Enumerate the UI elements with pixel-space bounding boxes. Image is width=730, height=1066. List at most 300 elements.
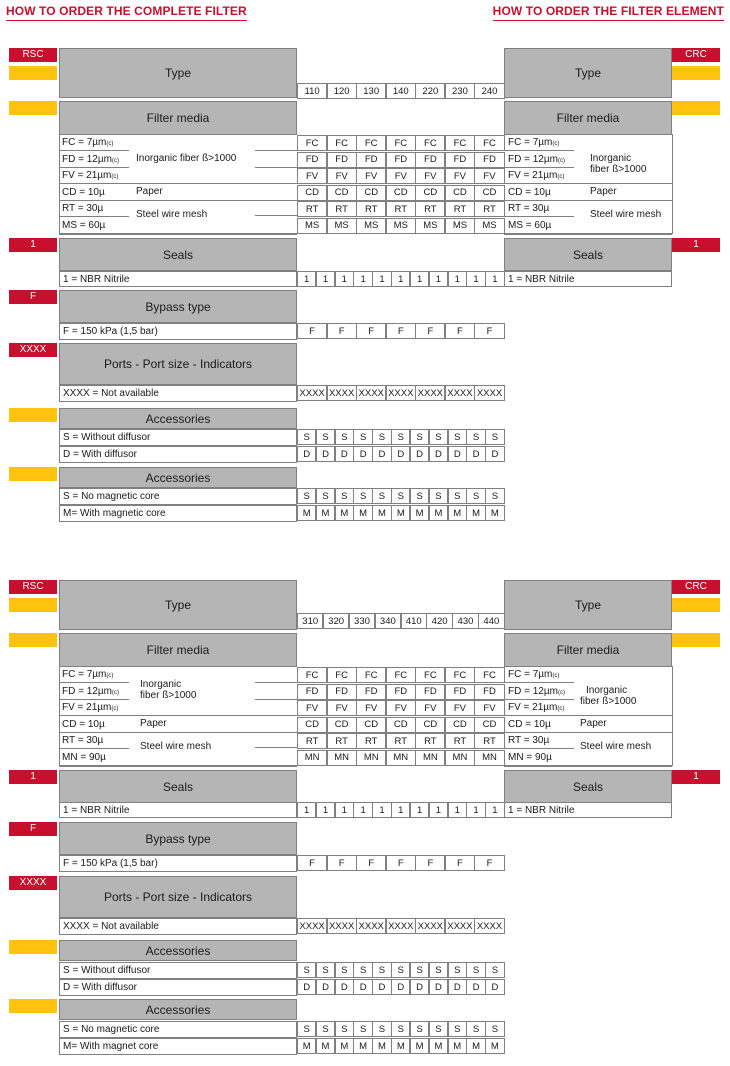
accessory-code: D <box>316 446 335 462</box>
magnetic-option: M= With magnet core <box>59 1038 297 1055</box>
media-code: FC <box>356 135 386 151</box>
media-code: CD <box>327 717 357 733</box>
media-bottom-line <box>59 234 297 235</box>
media-code: RT <box>356 201 386 217</box>
magnetic-code: M <box>429 505 448 521</box>
bypass-option: F = 150 kPa (1,5 bar) <box>59 323 297 340</box>
media-option-text: CD = 10µ <box>508 186 551 198</box>
magnetic-code: M <box>372 1038 391 1054</box>
filter-media-label-right: Filter media <box>504 101 672 135</box>
media-code: CD <box>386 717 416 733</box>
ports-label: Ports - Port size - Indicators <box>59 876 297 918</box>
media-option-text: FD = 12µm <box>508 153 558 165</box>
magnetic-code: M <box>391 1038 410 1054</box>
accessories-label-2: Accessories <box>59 467 297 488</box>
media-code: FV <box>356 168 386 184</box>
media-row-line <box>59 699 129 700</box>
media-option-suffix: (c) <box>111 689 119 696</box>
accessory-code: D <box>335 979 354 995</box>
bypass-code: F <box>386 323 416 339</box>
bypass-label: Bypass type <box>59 290 297 323</box>
media-code: RT <box>297 733 327 749</box>
media-option-label-right <box>508 735 549 748</box>
accessory-code: D <box>410 446 429 462</box>
magnetic-code: M <box>485 1038 504 1054</box>
accessory-code: D <box>353 446 372 462</box>
accessory-code: S <box>335 429 354 445</box>
seal-code: 1 <box>429 271 448 287</box>
media-option-label-right <box>508 686 565 699</box>
media-option-label-right <box>508 702 564 715</box>
media-code: FD <box>386 152 416 168</box>
bypass-code: F <box>327 323 357 339</box>
bypass-code: F <box>445 323 475 339</box>
media-option-label-right <box>508 220 551 233</box>
magnetic-code: S <box>448 1021 467 1037</box>
accessories-yellow-marker <box>9 408 57 422</box>
magnetic-code: S <box>391 488 410 504</box>
accessory-code: S <box>391 429 410 445</box>
media-option-label <box>62 669 113 682</box>
media-code: CD <box>297 185 327 201</box>
accessory-code: S <box>316 429 335 445</box>
media-code: FV <box>327 700 357 716</box>
media-option-text: FV = 21µm <box>508 170 558 181</box>
media-code: FD <box>297 152 327 168</box>
magnetic-code: M <box>335 505 354 521</box>
paper-group-label: Paper <box>140 718 167 729</box>
media-row-line-right <box>504 216 574 217</box>
inorganic-group-label-2: fiber ß>1000 <box>140 690 197 701</box>
media-option-text: MS = 60µ <box>62 219 106 231</box>
media-option-label-right <box>508 203 549 216</box>
inorganic-group-label-right-2: fiber ß>1000 <box>580 696 637 707</box>
media-code: FC <box>386 667 416 683</box>
media-row-line <box>59 748 129 749</box>
media-code: CD <box>356 717 386 733</box>
media-code: RT <box>474 733 504 749</box>
accessory-code: D <box>448 979 467 995</box>
media-row-line <box>59 732 297 733</box>
bypass-code: F <box>445 855 475 871</box>
accessory-code: S <box>448 962 467 978</box>
media-code: FV <box>386 700 416 716</box>
media-option-suffix: (c) <box>106 673 114 679</box>
magnetic-code: S <box>410 1021 429 1037</box>
accessory-code: D <box>466 446 485 462</box>
accessory-code: S <box>466 429 485 445</box>
media-option-suffix: (c) <box>557 706 565 712</box>
magnetic-code: M <box>335 1038 354 1054</box>
steel-group-label-right: Steel wire mesh <box>580 741 652 752</box>
media-option-text: FC = 7µm <box>62 137 107 148</box>
media-row-line <box>59 765 297 766</box>
ports-tag: XXXX <box>9 343 57 357</box>
media-bottom-line-right <box>504 234 672 235</box>
media-option-text: FD = 12µm <box>62 153 112 165</box>
paper-group-label-right: Paper <box>590 186 617 197</box>
media-option-suffix: (c) <box>111 706 119 712</box>
media-option-label <box>62 154 119 167</box>
seal-option-right: 1 = NBR Nitrile <box>504 271 672 287</box>
inorganic-group-label-right: Inorganic <box>586 685 628 696</box>
accessories-yellow-marker <box>9 940 57 954</box>
magnetic-option: S = No magnetic core <box>59 1021 297 1038</box>
seal-code: 1 <box>485 802 504 818</box>
bypass-code: F <box>386 855 416 871</box>
ports-tag: XXXX <box>9 876 57 890</box>
media-code: MS <box>386 218 416 234</box>
accessory-code: D <box>297 979 316 995</box>
media-code: RT <box>297 201 327 217</box>
accessory-code: S <box>410 429 429 445</box>
media-code: RT <box>415 201 445 217</box>
accessory-code: S <box>353 429 372 445</box>
magnetic-code: S <box>391 1021 410 1037</box>
inorganic-group-label-right: Inorganic <box>590 153 632 164</box>
magnetic-code: S <box>372 1021 391 1037</box>
bypass-code: F <box>474 323 504 339</box>
media-code: MN <box>474 750 504 766</box>
media-option-label <box>62 702 118 715</box>
bypass-option: F = 150 kPa (1,5 bar) <box>59 855 297 872</box>
media-option-label <box>62 686 119 699</box>
media-code: FC <box>445 135 475 151</box>
media-option-suffix: (c) <box>557 174 565 180</box>
magnetic-code: S <box>335 1021 354 1037</box>
media-option-suffix: (c) <box>106 141 114 147</box>
ports-code: XXXX <box>297 385 327 401</box>
group-line <box>255 747 297 748</box>
seal-code: 1 <box>335 802 354 818</box>
seal-code: 1 <box>316 271 335 287</box>
seal-code: 1 <box>448 271 467 287</box>
magnetic-code: M <box>448 1038 467 1054</box>
media-code: RT <box>356 733 386 749</box>
media-option-label <box>62 719 105 732</box>
bypass-code: F <box>356 855 386 871</box>
type-label-right: Type <box>504 580 672 630</box>
ports-code: XXXX <box>386 385 416 401</box>
accessory-code: D <box>316 979 335 995</box>
accessory-code: D <box>335 446 354 462</box>
filter-media-yellow-marker-right <box>672 633 720 647</box>
accessory-code: D <box>410 979 429 995</box>
media-option-label <box>62 137 113 150</box>
crc-tag: CRC <box>672 580 720 594</box>
size-code: 330 <box>349 613 375 629</box>
size-code: 440 <box>478 613 504 629</box>
media-code: CD <box>356 185 386 201</box>
seal-code: 1 <box>391 802 410 818</box>
accessories-yellow-marker-2 <box>9 467 57 481</box>
ports-label: Ports - Port size - Indicators <box>59 343 297 385</box>
magnetic-code: M <box>353 505 372 521</box>
ports-option: XXXX = Not available <box>59 918 297 935</box>
media-code: CD <box>415 717 445 733</box>
media-code: CD <box>386 185 416 201</box>
ports-code: XXXX <box>474 918 504 934</box>
media-row-line-right <box>504 765 672 766</box>
seal-code: 1 <box>353 802 372 818</box>
seal-code: 1 <box>372 802 391 818</box>
size-code: 120 <box>327 83 357 99</box>
filter-element-header: HOW TO ORDER THE FILTER ELEMENT <box>493 4 724 21</box>
seals-label-left: Seals <box>59 238 297 271</box>
media-row-line <box>59 167 129 168</box>
size-code: 310 <box>297 613 323 629</box>
accessory-code: S <box>316 962 335 978</box>
media-code: MS <box>327 218 357 234</box>
media-option-label <box>62 735 103 748</box>
ports-code: XXXX <box>327 918 357 934</box>
accessory-code: D <box>391 979 410 995</box>
crc-tag: CRC <box>672 48 720 62</box>
media-code: FD <box>327 152 357 168</box>
accessory-code: S <box>448 429 467 445</box>
magnetic-code: S <box>429 488 448 504</box>
seal-tag-right: 1 <box>672 770 720 784</box>
media-option-suffix: (c) <box>552 141 560 147</box>
accessory-code: S <box>297 429 316 445</box>
media-row-line-right <box>504 167 574 168</box>
media-option-label <box>62 203 103 216</box>
media-code: FD <box>415 152 445 168</box>
bypass-tag: F <box>9 290 57 304</box>
filter-media-yellow-marker <box>9 633 57 647</box>
media-code: CD <box>415 185 445 201</box>
inorganic-group-label-right-2: fiber ß>1000 <box>590 164 647 175</box>
accessory-code: S <box>353 962 372 978</box>
complete-filter-header: HOW TO ORDER THE COMPLETE FILTER <box>6 4 247 21</box>
seal-tag-right: 1 <box>672 238 720 252</box>
media-code: FV <box>356 700 386 716</box>
accessory-code: D <box>372 979 391 995</box>
accessory-code: D <box>466 979 485 995</box>
accessory-code: D <box>448 446 467 462</box>
seals-label-right: Seals <box>504 770 672 803</box>
media-row-line <box>59 183 297 184</box>
accessory-code: S <box>466 962 485 978</box>
media-code: FV <box>327 168 357 184</box>
inorganic-group-label: Inorganic <box>140 679 182 690</box>
ports-code: XXXX <box>356 918 386 934</box>
media-option-label <box>62 170 118 183</box>
media-code: FC <box>474 135 504 151</box>
media-row-line-right <box>504 748 574 749</box>
seal-code: 1 <box>335 271 354 287</box>
media-code: FD <box>386 684 416 700</box>
group-line <box>255 699 297 700</box>
media-row-line-right <box>504 699 574 700</box>
media-code: FD <box>415 684 445 700</box>
accessory-option: D = With diffusor <box>59 979 297 996</box>
media-code: FV <box>474 700 504 716</box>
seals-label-right: Seals <box>504 238 672 271</box>
seal-tag: 1 <box>9 770 57 784</box>
type-yellow-marker <box>9 66 57 80</box>
media-code: FD <box>356 152 386 168</box>
media-option-text: RT = 30µ <box>62 735 104 746</box>
media-code: FV <box>445 700 475 716</box>
seal-code: 1 <box>372 271 391 287</box>
bypass-code: F <box>474 855 504 871</box>
magnetic-code: M <box>372 505 391 521</box>
magnetic-code: S <box>372 488 391 504</box>
accessory-code: S <box>372 962 391 978</box>
accessories-yellow-marker-2 <box>9 999 57 1013</box>
media-code: CD <box>445 717 475 733</box>
media-code: FV <box>297 168 327 184</box>
seal-code: 1 <box>391 271 410 287</box>
accessory-code: D <box>372 446 391 462</box>
media-code: FD <box>474 684 504 700</box>
media-row-line <box>59 216 129 217</box>
type-label-left: Type <box>59 48 297 98</box>
media-option-label-right <box>508 170 564 183</box>
magnetic-code: M <box>429 1038 448 1054</box>
rsc-tag: RSC <box>9 580 57 594</box>
media-option-text: MN = 90µ <box>62 751 106 763</box>
media-option-text: MN = 90µ <box>508 751 552 763</box>
magnetic-code: S <box>316 1021 335 1037</box>
media-code: MN <box>356 750 386 766</box>
media-code: FV <box>474 168 504 184</box>
bypass-code: F <box>415 323 445 339</box>
media-code: FV <box>415 700 445 716</box>
media-option-text: FV = 21µm <box>62 170 112 181</box>
media-code: RT <box>386 733 416 749</box>
bypass-code: F <box>356 323 386 339</box>
size-code: 220 <box>415 83 445 99</box>
accessories-label-2: Accessories <box>59 999 297 1020</box>
media-option-text: FD = 12µm <box>508 685 558 697</box>
ports-code: XXXX <box>386 918 416 934</box>
seal-option: 1 = NBR Nitrile <box>59 802 297 818</box>
accessory-code: S <box>429 962 448 978</box>
group-line <box>255 167 297 168</box>
ports-code: XXXX <box>356 385 386 401</box>
media-option-text: RT = 30µ <box>508 203 550 214</box>
accessory-code: S <box>429 429 448 445</box>
magnetic-code: S <box>448 488 467 504</box>
media-option-text: FV = 21µm <box>508 702 558 713</box>
media-code: MS <box>297 218 327 234</box>
accessory-code: S <box>485 962 504 978</box>
ports-code: XXXX <box>327 385 357 401</box>
seal-code: 1 <box>466 802 485 818</box>
magnetic-code: M <box>316 505 335 521</box>
media-row-line <box>59 233 297 234</box>
media-option-suffix: (c) <box>557 689 565 696</box>
group-line <box>255 682 297 683</box>
media-row-line <box>59 200 297 201</box>
accessory-code: S <box>335 962 354 978</box>
paper-group-label-right: Paper <box>580 718 607 729</box>
magnetic-code: S <box>353 488 372 504</box>
seal-code: 1 <box>485 271 504 287</box>
media-code: FV <box>297 700 327 716</box>
media-code: MN <box>297 750 327 766</box>
seal-code: 1 <box>297 802 316 818</box>
magnetic-code: M <box>410 505 429 521</box>
ports-option: XXXX = Not available <box>59 385 297 402</box>
media-code: RT <box>445 733 475 749</box>
magnetic-code: M <box>391 505 410 521</box>
media-code: FD <box>356 684 386 700</box>
magnetic-code: S <box>297 1021 316 1037</box>
media-code: MN <box>327 750 357 766</box>
media-code: FC <box>415 667 445 683</box>
media-option-label-right <box>508 719 551 732</box>
media-option-label <box>62 752 106 765</box>
filter-media-label-right: Filter media <box>504 633 672 667</box>
media-code: FD <box>327 684 357 700</box>
media-row-line-right <box>504 715 672 716</box>
filter-media-yellow-marker-right <box>672 101 720 115</box>
magnetic-code: M <box>297 1038 316 1054</box>
media-option-suffix: (c) <box>552 673 560 679</box>
seal-option: 1 = NBR Nitrile <box>59 271 297 287</box>
accessory-code: D <box>485 979 504 995</box>
magnetic-code: S <box>410 488 429 504</box>
seal-code: 1 <box>429 802 448 818</box>
rsc-tag: RSC <box>9 48 57 62</box>
magnetic-option: S = No magnetic core <box>59 488 297 505</box>
media-option-suffix: (c) <box>111 157 119 164</box>
media-option-text: RT = 30µ <box>508 735 550 746</box>
media-left-border <box>59 666 60 766</box>
media-option-text: CD = 10µ <box>508 718 551 730</box>
media-code: RT <box>327 201 357 217</box>
media-right-border <box>672 134 673 234</box>
media-option-label-right <box>508 752 552 765</box>
accessory-code: D <box>353 979 372 995</box>
accessory-option: S = Without diffusor <box>59 962 297 979</box>
media-code: FV <box>386 168 416 184</box>
ports-code: XXXX <box>445 918 475 934</box>
accessory-option: D = With diffusor <box>59 446 297 463</box>
media-code: MN <box>386 750 416 766</box>
seal-code: 1 <box>316 802 335 818</box>
media-option-label-right <box>508 137 559 150</box>
media-option-text: FC = 7µm <box>508 137 553 148</box>
media-bottom-line-right <box>504 766 672 767</box>
paper-group-label: Paper <box>136 186 163 197</box>
magnetic-code: M <box>466 1038 485 1054</box>
media-code: CD <box>327 185 357 201</box>
accessory-code: S <box>485 429 504 445</box>
media-code: FC <box>297 135 327 151</box>
magnetic-code: S <box>353 1021 372 1037</box>
accessory-code: D <box>391 446 410 462</box>
media-code: RT <box>474 201 504 217</box>
media-code: CD <box>445 185 475 201</box>
seal-code: 1 <box>410 271 429 287</box>
media-option-label <box>62 220 105 233</box>
media-code: FD <box>445 152 475 168</box>
type-label-left: Type <box>59 580 297 630</box>
media-code: CD <box>297 717 327 733</box>
magnetic-code: S <box>429 1021 448 1037</box>
ports-code: XXXX <box>445 385 475 401</box>
seal-option-right: 1 = NBR Nitrile <box>504 802 672 818</box>
media-code: RT <box>386 201 416 217</box>
accessory-code: D <box>485 446 504 462</box>
filter-media-label-left: Filter media <box>59 633 297 667</box>
media-row-line-right <box>504 682 574 683</box>
seal-tag: 1 <box>9 238 57 252</box>
